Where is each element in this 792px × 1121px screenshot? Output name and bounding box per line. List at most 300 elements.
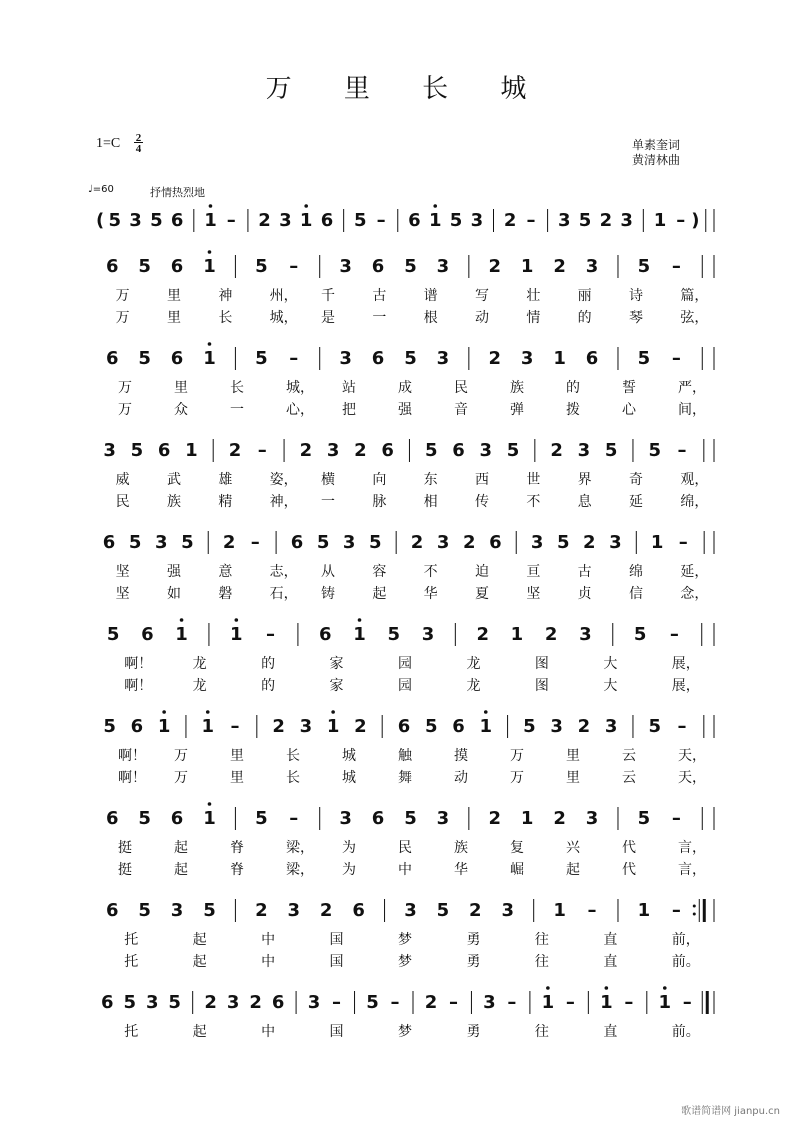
system-8-note: 6	[105, 900, 119, 921]
system-4-note: 6	[102, 532, 116, 553]
system-9-lyric: 托	[124, 1024, 139, 1040]
system-7-note: 1	[520, 808, 534, 829]
system-3-note: 6	[452, 440, 465, 461]
system-6-note: 2	[272, 716, 285, 737]
intro-note: 1	[204, 210, 217, 231]
system-1-lyric: 是	[321, 310, 335, 326]
intro-note: 1	[428, 210, 442, 231]
system-3-lyric: 横	[321, 472, 335, 488]
system-9-note: 2	[424, 992, 438, 1013]
key-label: 1=C	[96, 136, 121, 152]
system-9-note: 5	[123, 992, 136, 1013]
system-5-lyric: 大	[603, 656, 618, 672]
system-9-lyric: 国	[329, 1024, 344, 1040]
system-8-note: 2	[255, 900, 268, 921]
system-8-note: 1	[553, 900, 566, 921]
system-6-lyric: 摸	[454, 748, 468, 764]
system-2-lyric: 严，	[678, 380, 706, 396]
system-4-lyric: 容	[372, 564, 387, 580]
system-4-lyric: 从	[321, 564, 335, 580]
system-4-lyric: 念，	[680, 586, 709, 602]
system-8-lyric: 前。	[671, 954, 700, 970]
system-6-note: 5	[523, 716, 536, 737]
system-5-octave-dot	[358, 618, 362, 622]
time-sig-num: 2	[135, 132, 142, 144]
system-7-lyric: 起	[566, 862, 580, 878]
system-4-note: 5	[556, 532, 570, 553]
system-5-note: 2	[544, 624, 558, 645]
system-5-lyric: 展，	[671, 656, 700, 672]
system-6-note: 1	[479, 716, 493, 737]
system-6-lyric: 舞	[398, 770, 412, 786]
system-2-lyric: 拨	[566, 402, 580, 418]
system-7-note: 5	[138, 808, 151, 829]
system-1-lyric: 一	[372, 310, 387, 326]
system-7-lyric: 兴	[566, 840, 580, 856]
system-2-lyric: 心，	[286, 402, 314, 418]
system-7-note: 6	[170, 808, 184, 829]
system-7-lyric: 中	[398, 862, 412, 878]
system-9-note: 5	[168, 992, 181, 1013]
intro-note: 5	[578, 210, 592, 231]
system-4-lyric: 古	[577, 564, 592, 580]
system-9-note: –	[390, 992, 400, 1013]
system-1-lyric: 古	[372, 288, 387, 304]
system-1-lyric: 万	[115, 310, 130, 326]
system-6-note: 5	[103, 716, 116, 737]
intro-note: 2	[599, 210, 613, 231]
system-2-lyric: 众	[174, 402, 188, 418]
system-5-note: 5	[633, 624, 647, 645]
system-3-note: 5	[506, 440, 520, 461]
system-4-note: 3	[530, 532, 544, 553]
system-8-note: 3	[170, 900, 184, 921]
system-5-lyric: 园	[398, 656, 412, 672]
system-7-note: 6	[371, 808, 385, 829]
system-5-lyric: 图	[534, 678, 549, 694]
system-2-lyric: 城，	[286, 380, 314, 396]
system-6-lyric: 里	[566, 770, 580, 786]
system-6-note: 3	[604, 716, 618, 737]
system-3-note: 5	[648, 440, 662, 461]
system-2-note: –	[671, 348, 681, 369]
system-7-note: 6	[105, 808, 119, 829]
system-3-note: 2	[550, 440, 563, 461]
system-4-lyric: 铸	[321, 586, 335, 602]
system-7-lyric: 华	[454, 862, 468, 878]
system-8-note: 5	[203, 900, 216, 921]
system-8-lyric: 起	[192, 932, 207, 948]
intro-note: 2	[503, 210, 517, 231]
system-3-lyric: 武	[167, 472, 181, 488]
system-3-lyric: 绵，	[680, 494, 709, 510]
system-2-lyric: 的	[566, 380, 580, 396]
system-7-lyric: 起	[174, 840, 188, 856]
system-4-note: 3	[154, 532, 168, 553]
system-9-note: 6	[100, 992, 114, 1013]
system-3-note: 3	[326, 440, 340, 461]
system-7-note: 1	[203, 808, 216, 829]
intro-note: 3	[620, 210, 633, 231]
system-4-note: –	[250, 532, 260, 553]
system-2-lyric: 万	[118, 380, 132, 396]
system-4-lyric: 信	[629, 586, 643, 602]
system-3-lyric: 精	[218, 494, 233, 510]
system-2-note: 1	[553, 348, 566, 369]
system-6-octave-dot	[162, 710, 166, 714]
system-1-lyric: 情	[526, 310, 541, 326]
system-4-lyric: 磐	[218, 586, 233, 602]
lyricist: 单素奎词	[632, 138, 681, 152]
system-7-lyric: 代	[622, 840, 636, 856]
system-2-note: 3	[339, 348, 352, 369]
system-2-lyric: 把	[342, 402, 356, 418]
system-1-octave-dot	[208, 250, 212, 254]
intro-note: (	[96, 210, 105, 231]
system-6-note: –	[230, 716, 240, 737]
system-2-lyric: 万	[118, 402, 132, 418]
system-6-note: 2	[577, 716, 591, 737]
system-4-lyric: 志，	[269, 564, 298, 580]
system-9-note: 2	[204, 992, 217, 1013]
system-6-lyric: 万	[174, 748, 188, 764]
system-4-lyric: 延，	[680, 564, 709, 580]
system-7-note: 5	[637, 808, 651, 829]
system-8-note: 6	[352, 900, 365, 921]
system-9-note: –	[448, 992, 458, 1013]
intro-note: –	[526, 210, 536, 231]
intro-note: 6	[408, 210, 421, 231]
system-6-note: 5	[424, 716, 438, 737]
system-4-note: 6	[489, 532, 502, 553]
system-5-lyric: 的	[261, 678, 276, 694]
system-1-lyric: 谱	[423, 288, 438, 304]
system-7-note: 2	[553, 808, 566, 829]
system-7-note: 5	[255, 808, 268, 829]
system-3-lyric: 界	[577, 472, 592, 488]
system-5-lyric: 龙	[192, 678, 207, 694]
system-1-note: 2	[553, 256, 566, 277]
time-sig-den: 4	[135, 143, 142, 155]
system-6-lyric: 动	[454, 770, 468, 786]
intro-note: 6	[170, 210, 184, 231]
system-5-octave-dot	[180, 618, 184, 622]
intro-note: 5	[150, 210, 163, 231]
system-2-note: 3	[436, 348, 450, 369]
system-3-note: 3	[577, 440, 591, 461]
system-7-note: –	[289, 808, 299, 829]
system-6-octave-dot	[206, 710, 210, 714]
system-9-note: 5	[366, 992, 379, 1013]
system-8-note: –	[671, 900, 681, 921]
system-2-note: 6	[170, 348, 184, 369]
system-9-note: 1	[541, 992, 555, 1013]
system-1-note: 2	[488, 256, 502, 277]
system-6-note: 3	[299, 716, 313, 737]
system-5-lyric: 龙	[192, 656, 207, 672]
system-3-note: 3	[103, 440, 116, 461]
system-6-lyric: 啊！	[118, 748, 146, 764]
system-4-note: 5	[369, 532, 382, 553]
system-4-note: 1	[650, 532, 664, 553]
system-1-note: 3	[585, 256, 599, 277]
system-3-lyric: 西	[475, 472, 489, 488]
watermark: 歌谱简谱网 jianpu.cn	[681, 1106, 780, 1117]
system-3-lyric: 威	[115, 472, 130, 488]
system-6-lyric: 天，	[678, 770, 706, 786]
system-3-lyric: 向	[372, 472, 387, 488]
system-9-note: 3	[307, 992, 321, 1013]
system-7-note: 5	[404, 808, 417, 829]
system-5-note: –	[669, 624, 679, 645]
system-8-lyric: 中	[261, 954, 276, 970]
system-8-lyric: 国	[329, 954, 344, 970]
system-3-lyric: 民	[115, 494, 130, 510]
system-4-lyric: 夏	[475, 586, 489, 602]
system-3-lyric: 神，	[269, 494, 298, 510]
system-2-lyric: 音	[454, 402, 468, 418]
system-1-note: –	[289, 256, 299, 277]
system-8-lyric: 往	[534, 932, 549, 948]
system-7-lyric: 言，	[678, 862, 706, 878]
system-4-lyric: 华	[423, 586, 438, 602]
system-3-note: 5	[130, 440, 144, 461]
system-1-note: 3	[436, 256, 450, 277]
system-9-lyric: 中	[261, 1024, 276, 1040]
system-9-octave-dot	[605, 986, 609, 990]
system-1-note: 5	[404, 256, 417, 277]
system-3-lyric: 传	[475, 494, 489, 510]
system-4-note: 2	[462, 532, 476, 553]
system-4-note: 2	[583, 532, 596, 553]
system-1-lyric: 千	[321, 288, 335, 304]
system-8-lyric: 直	[603, 954, 618, 970]
system-5-lyric: 龙	[466, 656, 481, 672]
system-8-note: 1	[637, 900, 651, 921]
system-9-octave-dot	[546, 986, 550, 990]
system-2-note: 1	[203, 348, 216, 369]
tempo-mark: ♩=60	[88, 184, 114, 195]
intro-note: 5	[354, 210, 367, 231]
system-5-note: 2	[476, 624, 489, 645]
system-8-note: –	[587, 900, 597, 921]
system-4-note: 3	[609, 532, 622, 553]
system-5-lyric: 龙	[466, 678, 481, 694]
system-7-lyric: 起	[174, 862, 188, 878]
system-7-lyric: 族	[454, 840, 468, 856]
system-4-note: 6	[290, 532, 304, 553]
system-8-lyric: 托	[124, 932, 139, 948]
system-3-lyric: 世	[526, 472, 541, 488]
system-7-lyric: 脊	[230, 840, 244, 856]
system-8-lyric: 中	[261, 932, 276, 948]
system-8-lyric: 梦	[398, 954, 412, 970]
system-1-lyric: 诗	[629, 288, 643, 304]
system-4-note: 5	[316, 532, 330, 553]
system-9-note: 2	[249, 992, 262, 1013]
system-8-repeat-dot	[693, 913, 696, 916]
system-3-note: –	[677, 440, 687, 461]
system-6-octave-dot	[331, 710, 335, 714]
system-1-note: 6	[105, 256, 119, 277]
system-9-octave-dot	[663, 986, 667, 990]
system-6-lyric: 里	[230, 748, 244, 764]
system-5-note: 5	[106, 624, 120, 645]
system-1-lyric: 丽	[577, 288, 592, 304]
intro-note: 1	[653, 210, 667, 231]
system-4-lyric: 绵	[629, 564, 643, 580]
system-7-lyric: 挺	[118, 862, 132, 878]
system-4-lyric: 起	[372, 586, 387, 602]
system-1-note: 3	[339, 256, 352, 277]
system-3-lyric: 雄	[218, 472, 233, 488]
system-4-note: –	[678, 532, 688, 553]
system-3-lyric: 延	[629, 494, 643, 510]
system-9-note: 1	[658, 992, 672, 1013]
system-4-lyric: 坚	[115, 586, 130, 602]
system-1-lyric: 壮	[526, 288, 541, 304]
system-8-lyric: 梦	[398, 932, 412, 948]
system-6-lyric: 里	[230, 770, 244, 786]
system-3-note: 1	[185, 440, 198, 461]
intro-octave-dot	[209, 204, 213, 208]
system-3-note: 6	[157, 440, 171, 461]
system-8-lyric: 前，	[671, 932, 700, 948]
system-3-note: 6	[381, 440, 394, 461]
system-6-octave-dot	[484, 710, 488, 714]
system-6-note: 1	[157, 716, 171, 737]
system-7-note: –	[671, 808, 681, 829]
system-7-lyric: 民	[398, 840, 412, 856]
system-1-lyric: 根	[423, 310, 438, 326]
system-5-lyric: 的	[261, 656, 276, 672]
system-8-note: 5	[138, 900, 151, 921]
composer: 黄清林曲	[632, 153, 681, 167]
system-1-note: 6	[371, 256, 385, 277]
system-6-lyric: 城	[342, 748, 356, 764]
intro-note: 3	[129, 210, 142, 231]
system-2-octave-dot	[208, 342, 212, 346]
system-8-lyric: 国	[329, 932, 344, 948]
system-2-note: 6	[371, 348, 385, 369]
system-5-note: 1	[175, 624, 188, 645]
system-9-note: –	[682, 992, 692, 1013]
system-4-lyric: 坚	[526, 586, 541, 602]
system-6-lyric: 万	[510, 748, 524, 764]
system-1-lyric: 神	[218, 288, 233, 304]
system-6-lyric: 触	[398, 748, 412, 764]
system-7-note: 3	[339, 808, 352, 829]
system-3-lyric: 族	[167, 494, 181, 510]
system-2-lyric: 强	[398, 402, 412, 418]
system-9-note: 3	[226, 992, 240, 1013]
system-2-note: 2	[488, 348, 502, 369]
system-1-note: –	[671, 256, 681, 277]
system-5-note: 3	[579, 624, 592, 645]
song-title: 万 里 长 城	[265, 74, 549, 104]
system-2-note: 3	[520, 348, 534, 369]
system-9-note: –	[332, 992, 342, 1013]
system-2-lyric: 民	[454, 380, 468, 396]
system-9-note: –	[565, 992, 575, 1013]
system-4-lyric: 坚	[115, 564, 130, 580]
system-9-lyric: 勇	[466, 1024, 481, 1040]
system-6-lyric: 云	[622, 770, 636, 786]
system-6-note: 6	[452, 716, 465, 737]
intro-note: 1	[299, 210, 313, 231]
system-5-note: 6	[141, 624, 154, 645]
intro-note: 5	[108, 210, 121, 231]
system-3-lyric: 东	[423, 472, 438, 488]
system-1-lyric: 弦，	[680, 310, 709, 326]
system-4-note: 5	[181, 532, 194, 553]
system-2-lyric: 心	[622, 402, 636, 418]
system-1-lyric: 篇，	[680, 288, 709, 304]
system-9-lyric: 直	[603, 1024, 618, 1040]
intro-note: 3	[557, 210, 571, 231]
system-1-lyric: 城，	[269, 310, 298, 326]
system-3-lyric: 息	[577, 494, 592, 510]
system-6-lyric: 长	[286, 770, 300, 786]
system-5-lyric: 展，	[671, 678, 700, 694]
system-8-lyric: 起	[192, 954, 207, 970]
system-3-lyric: 相	[423, 494, 438, 510]
system-7-lyric: 梁，	[286, 840, 314, 856]
system-3-note: –	[257, 440, 267, 461]
system-2-lyric: 长	[230, 380, 244, 396]
intro-note: 5	[449, 210, 463, 231]
system-7-lyric: 复	[510, 840, 524, 856]
system-7-lyric: 代	[622, 862, 636, 878]
system-5-lyric: 园	[398, 678, 412, 694]
system-8-note: 3	[287, 900, 301, 921]
system-1-note: 5	[255, 256, 268, 277]
system-1-note: 5	[138, 256, 151, 277]
system-8-lyric: 勇	[466, 932, 481, 948]
system-4-note: 3	[342, 532, 356, 553]
intro-octave-dot	[433, 204, 437, 208]
system-8-note: 2	[319, 900, 333, 921]
system-2-lyric: 誓	[622, 380, 636, 396]
system-7-lyric: 崛	[510, 862, 524, 878]
system-9-lyric: 起	[192, 1024, 207, 1040]
intro-note: –	[376, 210, 386, 231]
system-7-octave-dot	[208, 802, 212, 806]
system-4-note: 2	[222, 532, 236, 553]
system-6-lyric: 长	[286, 748, 300, 764]
system-3-lyric: 姿，	[269, 472, 298, 488]
system-9-note: –	[624, 992, 634, 1013]
system-5-lyric: 家	[329, 678, 344, 694]
system-3-lyric: 脉	[372, 494, 387, 510]
system-6-note: 6	[397, 716, 411, 737]
system-5-note: 1	[353, 624, 366, 645]
system-5-note: 1	[230, 624, 243, 645]
system-7-lyric: 梁，	[286, 862, 314, 878]
system-4-lyric: 石，	[269, 586, 298, 602]
system-2-lyric: 里	[174, 380, 188, 396]
system-6-lyric: 云	[622, 748, 636, 764]
system-1-note: 5	[637, 256, 651, 277]
system-6-note: 5	[648, 716, 662, 737]
system-9-note: 1	[600, 992, 613, 1013]
system-2-note: 5	[138, 348, 151, 369]
system-1-lyric: 州，	[269, 288, 298, 304]
system-4-lyric: 不	[423, 564, 438, 580]
system-9-note: 3	[483, 992, 496, 1013]
system-1-lyric: 写	[475, 288, 489, 304]
system-2-lyric: 族	[510, 380, 524, 396]
